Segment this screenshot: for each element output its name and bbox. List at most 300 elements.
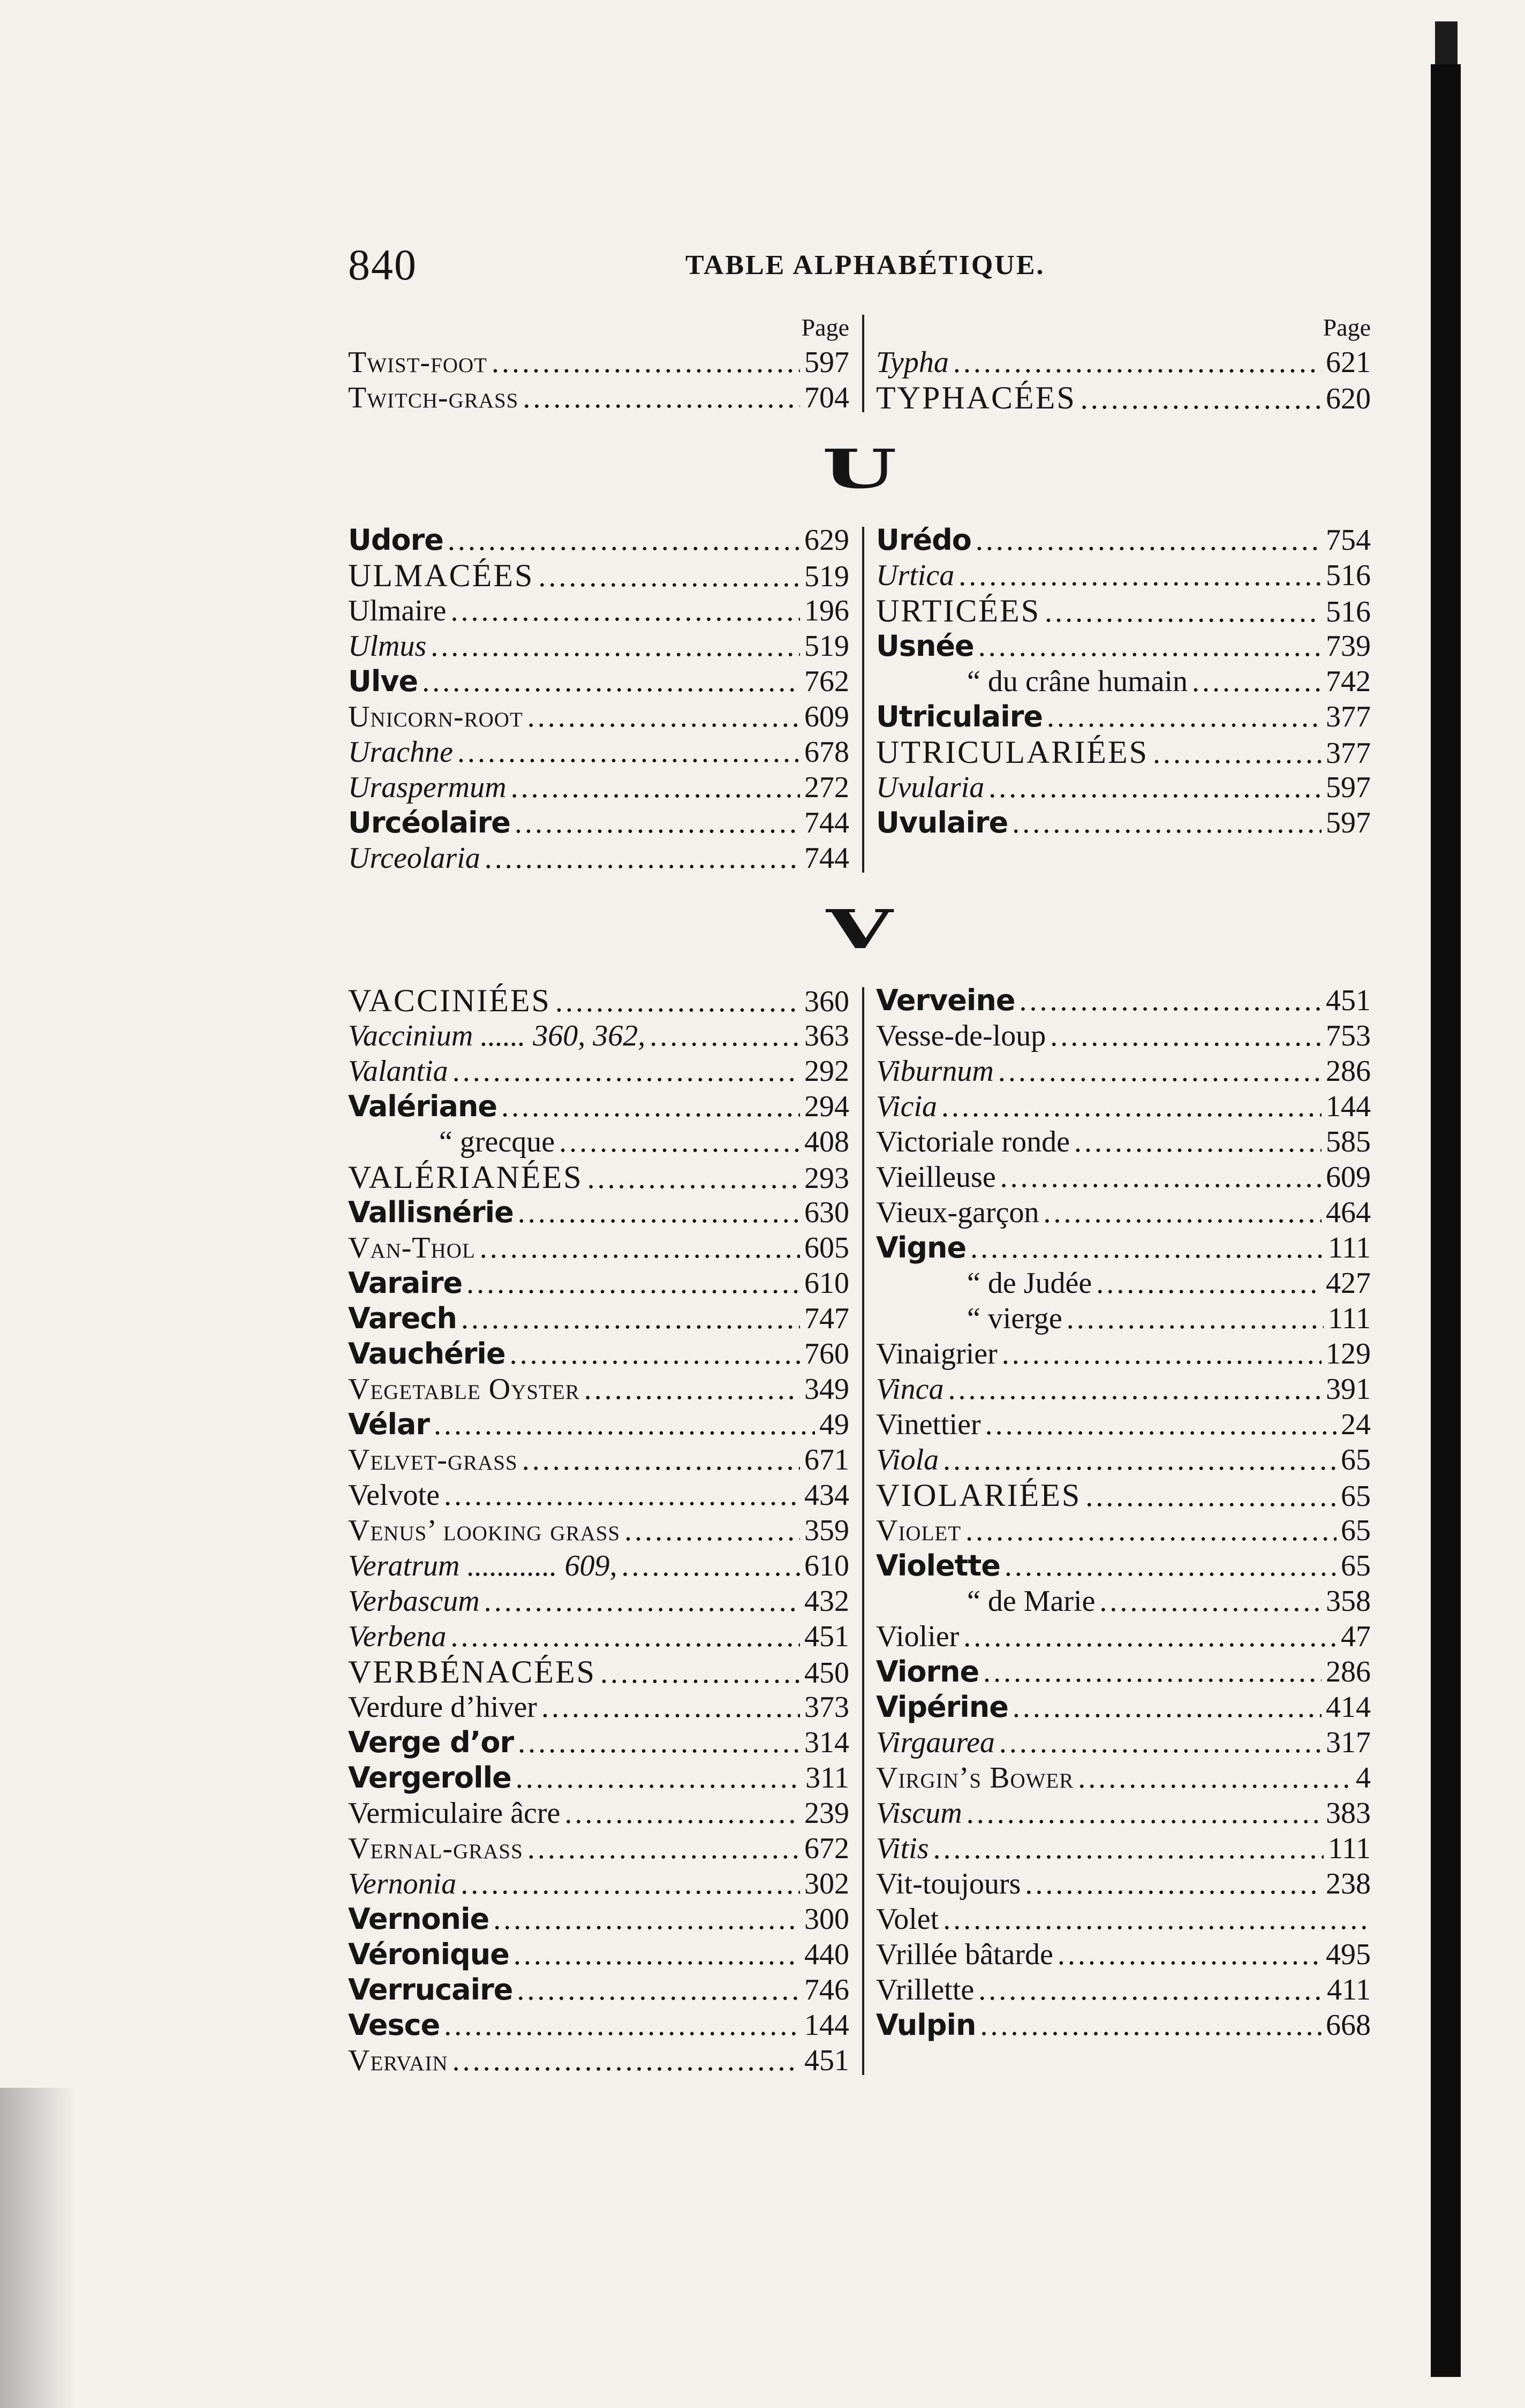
entry-page-number: 272 — [804, 771, 849, 804]
entry-page-number: 377 — [1326, 737, 1371, 770]
entry-term: Ulve — [348, 664, 418, 698]
index-entry — [348, 1018, 849, 1054]
entry-page-number: 621 — [1326, 346, 1371, 379]
entry-page-number: 451 — [804, 1620, 849, 1653]
index-entry — [876, 558, 1371, 593]
leader-dots — [517, 1972, 800, 2008]
leader-dots — [1085, 1479, 1337, 1514]
index-entry — [348, 558, 849, 593]
leader-dots — [480, 1230, 800, 1266]
leader-dots — [514, 1937, 800, 1972]
entry-page-number: 585 — [1326, 1125, 1371, 1158]
entry-page-number: 111 — [1328, 1302, 1371, 1335]
entry-page-number: 495 — [1326, 1938, 1371, 1971]
index-entry — [348, 1831, 849, 1866]
entry-page-number: 238 — [1326, 1867, 1371, 1900]
entry-term: Véronique — [348, 1937, 509, 1971]
index-entry — [348, 1478, 849, 1513]
index-entry — [876, 1866, 1371, 1902]
leader-dots — [1047, 699, 1322, 734]
entry-page-number: 609 — [1326, 1161, 1371, 1194]
leader-dots — [1044, 1195, 1322, 1230]
entry-term: Vallisnérie — [348, 1195, 514, 1229]
index-entry — [876, 983, 1371, 1018]
entry-term: Unicorn-root — [348, 700, 523, 733]
index-entry — [348, 1230, 849, 1266]
entry-term: Vesse-de-loup — [876, 1019, 1046, 1052]
entry-page-number: 610 — [804, 1549, 849, 1582]
entry-page-number: 519 — [804, 560, 849, 593]
entry-term: Usnée — [876, 629, 974, 663]
index-entry — [876, 1407, 1371, 1442]
entry-page-number: 4 — [1356, 1761, 1371, 1794]
leader-dots — [978, 628, 1322, 664]
index-column-right — [862, 311, 1371, 415]
entry-page-number: 739 — [1326, 630, 1371, 663]
index-section-u — [348, 523, 1371, 876]
entry-page-number: 311 — [805, 1761, 849, 1794]
entry-list — [876, 345, 1371, 415]
entry-page-number: 359 — [804, 1514, 849, 1547]
index-entry — [348, 1160, 849, 1195]
leader-dots — [1078, 1760, 1352, 1796]
page-column-label: Page — [1323, 314, 1371, 341]
entry-page-number: 440 — [804, 1938, 849, 1971]
entry-page-number: 47 — [1341, 1620, 1371, 1653]
leader-dots — [1020, 983, 1322, 1018]
leader-dots — [492, 345, 800, 380]
leader-dots — [624, 1513, 800, 1548]
entry-term: Velvote — [348, 1479, 440, 1512]
leader-dots — [1000, 1160, 1322, 1195]
scan-stain — [0, 2088, 75, 2408]
leader-dots — [523, 380, 800, 415]
index-entry — [348, 664, 849, 699]
entry-term: Vipérine — [876, 1690, 1008, 1724]
index-entry — [348, 1054, 849, 1089]
index-entry — [876, 1301, 1371, 1336]
leader-dots — [515, 805, 800, 840]
entry-term: “ de Marie — [967, 1585, 1096, 1618]
entry-page-number: 373 — [804, 1691, 849, 1724]
entry-term: Valériane — [348, 1089, 497, 1123]
entry-page-number: 358 — [1326, 1585, 1371, 1618]
leader-dots — [448, 523, 800, 558]
index-entry — [348, 1760, 849, 1796]
leader-dots — [422, 664, 800, 699]
entry-page-number: 762 — [804, 665, 849, 698]
entry-term: Vesce — [348, 2008, 440, 2042]
leader-dots — [511, 770, 800, 805]
entry-page-number: 744 — [804, 842, 849, 875]
index-entry — [348, 2043, 849, 2078]
leader-dots — [976, 523, 1322, 558]
leader-dots — [1067, 1301, 1324, 1336]
leader-dots — [621, 1548, 800, 1584]
entry-page-number: 754 — [1326, 524, 1371, 557]
index-entry — [876, 1266, 1371, 1301]
entry-term: Vieux-garçon — [876, 1196, 1039, 1229]
index-entry — [876, 345, 1371, 380]
index-entry — [348, 593, 849, 628]
entry-term: Vernonia — [348, 1867, 457, 1900]
entry-term: Vigne — [876, 1231, 967, 1264]
leader-dots — [1013, 1690, 1322, 1725]
leader-dots — [1005, 1548, 1337, 1584]
entry-page-number: 744 — [804, 806, 849, 839]
leader-dots — [501, 1089, 800, 1124]
entry-page-number: 516 — [1326, 559, 1371, 592]
page-number: 840 — [348, 240, 417, 289]
entry-term: Vegetable Oyster — [348, 1373, 580, 1406]
index-entry — [876, 1937, 1371, 1972]
entry-term: Verdure d’hiver — [348, 1691, 537, 1724]
entry-term: Veratrum ............ 609, — [348, 1549, 617, 1582]
entry-page-number: 65 — [1341, 1514, 1371, 1547]
entry-page-number: 450 — [804, 1656, 849, 1690]
entry-term: Vaccinium ...... 360, 362, — [348, 1019, 646, 1052]
leader-dots — [555, 984, 800, 1019]
entry-term: “ grecque — [439, 1125, 555, 1158]
leader-dots — [967, 1796, 1322, 1831]
entry-page-number: 597 — [1326, 806, 1371, 839]
index-entry — [876, 1760, 1371, 1796]
index-entry — [348, 983, 849, 1018]
leader-dots — [527, 1831, 800, 1866]
leader-dots — [998, 1054, 1322, 1089]
entry-page-number: 668 — [1326, 2009, 1371, 2042]
entry-term: TYPHACÉES — [876, 380, 1076, 415]
index-section-t — [348, 311, 1371, 415]
index-entry — [876, 664, 1371, 699]
entry-term: Viola — [876, 1443, 939, 1476]
index-entry — [876, 1619, 1371, 1654]
index-entry — [876, 1690, 1371, 1725]
index-entry — [348, 380, 849, 415]
entry-page-number: 451 — [804, 2044, 849, 2077]
leader-dots — [518, 1725, 800, 1760]
entry-term: Vit-toujours — [876, 1867, 1021, 1900]
leader-dots — [943, 1902, 1367, 1937]
entry-page-number: 411 — [1327, 1973, 1371, 2006]
leader-dots — [431, 628, 800, 664]
leader-dots — [493, 1902, 800, 1937]
entry-page-number: 111 — [1328, 1832, 1371, 1865]
index-entry — [876, 734, 1371, 770]
entry-page-number: 360 — [804, 985, 849, 1018]
leader-dots — [541, 1690, 800, 1725]
leader-dots — [933, 1831, 1324, 1866]
entry-term: Violet — [876, 1514, 962, 1547]
leader-dots — [527, 699, 800, 734]
index-entry — [876, 1160, 1371, 1195]
index-entry — [348, 1548, 849, 1584]
index-column-right — [862, 523, 1371, 876]
section-letter-u: U — [822, 437, 897, 501]
index-entry — [876, 1513, 1371, 1548]
entry-page-number: 427 — [1326, 1267, 1371, 1300]
leader-dots — [452, 1054, 800, 1089]
entry-term: Velvet-grass — [348, 1443, 518, 1476]
entry-term: Twitch-grass — [348, 381, 519, 414]
entry-page-number: 286 — [1326, 1055, 1371, 1088]
entry-term: Vulpin — [876, 2008, 976, 2042]
entry-page-number: 516 — [1326, 595, 1371, 628]
entry-term: Vélar — [348, 1407, 430, 1441]
leader-dots — [510, 1336, 800, 1372]
entry-term: Urceolaria — [348, 842, 480, 875]
entry-term: Viorne — [876, 1655, 979, 1688]
entry-term: “ du crâne humain — [967, 665, 1188, 698]
index-entry — [876, 380, 1371, 415]
entry-term: Vinettier — [876, 1408, 981, 1441]
entry-term: Verrucaire — [348, 1973, 513, 2006]
entry-term: Verveine — [876, 983, 1015, 1017]
leader-dots — [983, 1654, 1322, 1690]
entry-term: Vauchérie — [348, 1337, 505, 1370]
index-entry — [876, 1442, 1371, 1478]
leader-dots — [460, 1866, 800, 1902]
entry-term: Verbascum — [348, 1585, 480, 1618]
index-entry — [348, 1902, 849, 1937]
leader-dots — [943, 1442, 1337, 1478]
leader-dots — [965, 1513, 1337, 1548]
leader-dots — [1058, 1937, 1322, 1972]
index-entry — [876, 1372, 1371, 1407]
index-entry — [348, 1124, 849, 1160]
index-entry — [348, 1442, 849, 1478]
index-entry — [348, 1690, 849, 1725]
leader-dots — [1096, 1266, 1322, 1301]
leader-dots — [1099, 1584, 1322, 1619]
leader-dots — [1192, 664, 1322, 699]
entry-term: Victoriale ronde — [876, 1125, 1070, 1158]
index-entry — [348, 1866, 849, 1902]
entry-term: Udore — [348, 523, 443, 557]
entry-term: UTRICULARIÉES — [876, 734, 1149, 770]
entry-page-number: 451 — [1326, 984, 1371, 1017]
entry-term: Virgaurea — [876, 1726, 995, 1759]
index-entry — [348, 1654, 849, 1690]
index-entry — [348, 1372, 849, 1407]
page-column-label: Page — [801, 314, 849, 341]
entry-page-number: 671 — [804, 1443, 849, 1476]
entry-term: “ de Judée — [967, 1267, 1092, 1300]
entry-page-number: 391 — [1326, 1373, 1371, 1406]
index-entry — [876, 1124, 1371, 1160]
index-entry — [876, 1089, 1371, 1124]
index-entry — [876, 1195, 1371, 1230]
entry-page-number: 519 — [804, 630, 849, 663]
entry-page-number: 349 — [804, 1373, 849, 1406]
entry-term: Viburnum — [876, 1055, 994, 1088]
index-content — [348, 311, 1371, 2078]
leader-dots — [559, 1124, 800, 1160]
entry-page-number: 300 — [804, 1903, 849, 1936]
index-entry — [348, 1301, 849, 1336]
entry-page-number: 704 — [804, 381, 849, 414]
leader-dots — [516, 1760, 801, 1796]
entry-page-number: 605 — [804, 1231, 849, 1264]
index-entry — [876, 1336, 1371, 1372]
entry-page-number: 414 — [1326, 1691, 1371, 1724]
leader-dots — [948, 1372, 1322, 1407]
leader-dots — [999, 1725, 1322, 1760]
entry-term: Ulmus — [348, 630, 427, 663]
index-entry — [348, 1089, 849, 1124]
entry-term: Typha — [876, 346, 949, 379]
index-entry — [876, 699, 1371, 734]
entry-term: Vernonie — [348, 1902, 489, 1936]
leader-dots — [485, 840, 800, 876]
entry-list — [348, 345, 849, 415]
leader-dots — [1081, 381, 1322, 417]
entry-page-number: 129 — [1326, 1337, 1371, 1370]
leader-dots — [444, 2008, 800, 2043]
entry-page-number: 293 — [804, 1162, 849, 1195]
entry-page-number: 747 — [804, 1302, 849, 1335]
entry-term: VIOLARIÉES — [876, 1478, 1082, 1513]
leader-dots — [466, 1266, 800, 1301]
index-section-v — [348, 983, 1371, 2078]
index-entry — [876, 1478, 1371, 1513]
leader-dots — [970, 1230, 1324, 1266]
index-entry — [876, 1584, 1371, 1619]
entry-term: Vinaigrier — [876, 1337, 998, 1370]
entry-term: Urcéolaire — [348, 806, 510, 839]
running-head-title: TABLE ALPHABÉTIQUE. — [685, 250, 1045, 281]
entry-term: Violier — [876, 1620, 960, 1653]
index-entry — [348, 805, 849, 840]
entry-page-number: 678 — [804, 736, 849, 769]
index-entry — [876, 1796, 1371, 1831]
index-entry — [348, 734, 849, 770]
leader-dots — [457, 734, 800, 770]
index-entry — [876, 1548, 1371, 1584]
entry-term: Varaire — [348, 1266, 463, 1300]
leader-dots — [451, 1619, 800, 1654]
leader-dots — [600, 1655, 800, 1691]
index-entry — [348, 840, 849, 876]
index-entry — [876, 1902, 1371, 1937]
entry-page-number: 597 — [1326, 771, 1371, 804]
entry-term: Vitis — [876, 1832, 929, 1865]
entry-list — [348, 983, 849, 2078]
leader-dots — [1045, 594, 1322, 630]
leader-dots — [1153, 736, 1322, 771]
entry-page-number: 610 — [804, 1267, 849, 1300]
index-entry — [876, 1230, 1371, 1266]
index-entry — [876, 523, 1371, 558]
entry-term: Uraspermum — [348, 771, 507, 804]
entry-term: ULMACÉES — [348, 558, 534, 593]
entry-page-number: 65 — [1341, 1443, 1371, 1476]
index-column-left — [348, 311, 862, 415]
page-edge-shadow — [1431, 64, 1461, 2377]
entry-page-number: 434 — [804, 1479, 849, 1512]
index-entry — [348, 345, 849, 380]
leader-dots — [963, 1619, 1337, 1654]
entry-page-number: 464 — [1326, 1196, 1371, 1229]
entry-page-number: 24 — [1341, 1408, 1371, 1441]
entry-page-number: 363 — [804, 1019, 849, 1052]
index-entry — [348, 1619, 849, 1654]
entry-page-number: 144 — [1326, 1090, 1371, 1123]
entry-term: Twist-foot — [348, 346, 488, 379]
leader-dots — [444, 1478, 800, 1513]
index-entry — [876, 593, 1371, 628]
index-entry — [348, 770, 849, 805]
entry-page-number: 65 — [1341, 1549, 1371, 1582]
entry-page-number: 292 — [804, 1055, 849, 1088]
entry-term: Vieilleuse — [876, 1161, 996, 1194]
leader-dots — [1012, 805, 1322, 840]
entry-term: Vrillette — [876, 1973, 975, 2006]
entry-term: Vicia — [876, 1090, 938, 1123]
page-edge-shadow-top — [1435, 21, 1458, 70]
entry-page-number: 746 — [804, 1973, 849, 2006]
index-entry — [876, 770, 1371, 805]
leader-dots — [650, 1018, 800, 1054]
leader-dots — [538, 559, 800, 594]
index-entry — [348, 1972, 849, 2008]
index-entry — [348, 1336, 849, 1372]
entry-term: Venus’ looking grass — [348, 1514, 621, 1547]
index-entry — [876, 1725, 1371, 1760]
leader-dots — [1050, 1018, 1322, 1054]
entry-term: Viscum — [876, 1797, 962, 1830]
index-entry — [348, 699, 849, 734]
leader-dots — [461, 1301, 800, 1336]
leader-dots — [958, 558, 1322, 593]
index-entry — [876, 1054, 1371, 1089]
entry-term: Valantia — [348, 1055, 448, 1088]
entry-list — [876, 983, 1371, 2043]
entry-page-number: 314 — [804, 1726, 849, 1759]
entry-page-number: 377 — [1326, 700, 1371, 733]
entry-list — [876, 523, 1371, 840]
entry-page-number: 196 — [804, 594, 849, 627]
index-entry — [348, 1584, 849, 1619]
entry-page-number: 239 — [804, 1797, 849, 1830]
index-entry — [876, 1972, 1371, 2008]
index-column-right — [862, 983, 1371, 2078]
entry-term: Uvulaire — [876, 806, 1008, 839]
entry-term: Ulmaire — [348, 594, 447, 627]
entry-term: Verbena — [348, 1620, 447, 1653]
index-entry — [348, 1725, 849, 1760]
leader-dots — [1002, 1336, 1322, 1372]
index-entry — [348, 1937, 849, 1972]
leader-dots — [518, 1195, 800, 1230]
entry-page-number: 609 — [804, 700, 849, 733]
entry-page-number: 65 — [1341, 1480, 1371, 1513]
index-entry — [348, 1266, 849, 1301]
entry-page-number: 408 — [804, 1125, 849, 1158]
entry-term: URTICÉES — [876, 593, 1041, 628]
index-entry — [876, 1654, 1371, 1690]
entry-term: Violette — [876, 1549, 1000, 1582]
entry-list — [348, 523, 849, 876]
index-entry — [348, 1513, 849, 1548]
leader-dots — [1074, 1124, 1322, 1160]
entry-page-number: 286 — [1326, 1655, 1371, 1688]
leader-dots — [522, 1442, 800, 1478]
index-entry — [348, 1407, 849, 1442]
leader-dots — [941, 1089, 1322, 1124]
entry-page-number: 760 — [804, 1337, 849, 1370]
entry-page-number: 672 — [804, 1832, 849, 1865]
